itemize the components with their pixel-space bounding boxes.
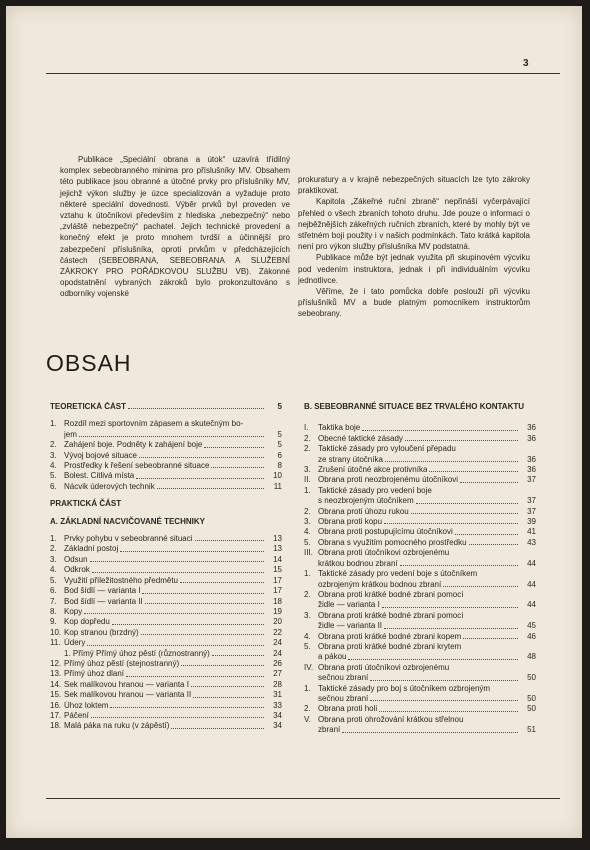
toc-entry-label: ozbrojeným krátkou bodnou zbraní [318,579,442,589]
toc-entry-label: Obrana proti krátké bodné zbrani krytem [318,641,462,651]
toc-entry-page: 51 [527,725,536,735]
toc-entry[interactable] [304,642,536,652]
toc-entry[interactable] [50,534,282,544]
toc-leader [405,439,518,441]
toc-entry-number: III. [304,548,313,558]
toc-entry[interactable] [50,711,282,721]
toc-entry-page: 24 [273,648,282,658]
toc-entry[interactable] [304,715,536,725]
intro-right-column [298,174,530,320]
toc-entry-label: Obrana proti útočníkovi ozbrojenému [318,548,450,558]
toc-entry[interactable] [304,527,536,537]
toc-entry-label: Přímý úhoz pěstí (stejnostranný) [64,658,180,668]
toc-entry-label: Kop dopředu [64,617,110,627]
toc-entry[interactable] [304,663,536,673]
toc-entry-number: 7. [50,596,57,606]
toc-entry-page: 27 [273,669,282,679]
bottom-rule [46,798,560,799]
toc-entry-number: 9. [50,617,57,627]
toc-entry-page: 44 [527,579,536,589]
toc-entry-number: 3. [304,465,311,475]
toc-entry-label: Obrana proti úhozu rukou [318,506,409,516]
toc-entry-label: ze strany útočníka [318,454,383,464]
toc-entry-label: Taktické zásady pro vedení boje [318,485,432,495]
toc-section-situations[interactable]: B. SEBEOBRANNÉ SITUACE BEZ TRVALÉHO KONTAKTU [304,402,525,411]
toc-leader [181,664,264,666]
toc-entry[interactable] [50,430,282,440]
toc-leader [112,623,264,625]
toc-leader [451,555,518,556]
toc-entry-label: Přímý úhoz dlaní [64,669,125,679]
toc-entry-label: Úhoz loktem [64,700,109,710]
toc-entry-page: 46 [527,631,536,641]
toc-entry-number: 2. [304,433,311,443]
toc-leader [379,710,518,712]
toc-entry[interactable] [50,461,282,471]
toc-entry[interactable] [50,565,282,575]
toc-entry-page: 10 [273,471,282,481]
toc-entry-label: Údery [64,638,86,648]
intro-paragraph: Kapitola „Zákeřné ruční zbraně“ nepřináší vyčerpávající přehled o všech zbraních tohoto druhu. Jde pouze o informaci o nejběžnějších zákeřných ručních zbraních, které by mohly být ve střetném boji použity i v našich podmínkách. Tato krátká kapitola není pro výkon služby příslušníka MV podstatná. [298,197,530,252]
toc-leader [411,512,518,514]
toc-section-practice[interactable]: PRAKTICKÁ ČÁST [50,499,122,509]
toc-entry[interactable] [50,701,282,711]
toc-leader [400,564,518,566]
toc-entry-label: Sek malíkovou hranou — varianta I [64,679,189,689]
toc-leader [212,654,264,656]
toc-entry-number: 5. [304,641,311,651]
toc-entry-number: 10. [50,627,62,637]
toc-entry-label: Taktické zásady pro vyloučení přepadu [318,444,456,454]
toc-entry-label: Obrana proti ohrožování krátkou střelnou [318,714,464,724]
toc-entry-number: 2. [304,444,311,454]
toc-leader [90,560,264,562]
toc-entry-number: 1. [304,569,311,579]
toc-entry-page: 26 [273,658,282,668]
toc-entry-number: 1. [50,534,57,544]
toc-leader [362,429,518,431]
toc-entry[interactable] [304,590,536,600]
toc-entry[interactable] [304,455,536,465]
toc-entry-label: Obrana proti postupujícímu útočníkovi [318,527,453,537]
toc-entry-page: 34 [273,721,282,731]
toc-entry[interactable] [304,704,536,714]
toc-entry-page: 37 [527,496,536,506]
toc-leader [87,644,264,646]
toc-entry-label: Kopy [64,606,83,616]
toc-entry[interactable] [50,690,282,700]
toc-entry-page: 33 [273,700,282,710]
toc-entry-label: Malá páka na ruku (v zápěstí) [64,721,170,731]
toc-entry-number: 3. [304,517,311,527]
toc-entry[interactable] [50,586,282,596]
toc-entry[interactable] [50,721,282,731]
toc-entry[interactable] [50,482,282,492]
toc-entry-page: 37 [527,506,536,516]
toc-entry[interactable] [304,548,536,558]
toc-entry-number: 11. [50,638,61,648]
toc-section-label: TEORETICKÁ ČÁST [50,402,126,411]
toc-entry[interactable] [304,673,536,683]
toc-leader [342,731,518,733]
toc-entry-label: krátkou bodnou zbraní [318,558,398,568]
toc-entry[interactable] [50,617,282,627]
intro-left-column [60,154,290,300]
toc-entry-number: 17. [50,710,62,720]
toc-entry-number: 4. [304,631,311,641]
toc-entry[interactable] [304,517,536,527]
toc-entry-label: Kop stranou (brzdný) [64,627,139,637]
toc-leader [171,727,264,729]
toc-leader [465,617,518,618]
toc-entry-page: 36 [527,465,536,475]
toc-entry-number: 5. [50,575,57,585]
toc-entry-page: 36 [527,454,536,464]
toc-leader [385,460,518,462]
toc-leader [370,679,518,681]
toc-entry-page: 20 [273,617,282,627]
toc-entry[interactable] [304,600,536,610]
toc-entry[interactable] [304,632,536,642]
toc-leader [479,576,518,577]
toc-leader [465,596,518,597]
intro-paragraph: Publikace může být jednak využita při skupinovém výcviku pod vedením instruktora, jednak i při individuálním výcviku jednotlivce. [298,253,530,285]
intro-paragraph: Věříme, že i tato pomůcka dobře poslouží při výcviku příslušníků MV a bude platným pomocníkem instruktorům sebeobrany. [298,287,530,319]
toc-entry-number: 12. [50,658,62,668]
toc-leader [193,696,264,698]
toc-leader [463,648,518,649]
toc-entry[interactable] [50,555,282,565]
toc-entry-label: Odkrok [64,565,90,575]
toc-entry-label: a pákou [318,652,347,662]
toc-leader [463,637,518,639]
toc-entry-number: 2. [50,440,57,450]
toc-leader [416,502,518,504]
toc-leader [84,612,264,614]
toc-entry-number: 18. [50,721,62,731]
toc-leader [157,487,264,489]
toc-page: 5 [277,402,282,411]
toc-leader [180,581,264,583]
toc-entry[interactable] [50,638,282,648]
toc-entry-label: zbraní [318,725,341,735]
toc-leader [110,706,264,708]
toc-entry-label: sečnou zbraní [318,673,369,683]
toc-leader [136,477,264,479]
toc-entry-label: Obrana proti kopu [318,517,383,527]
toc-leader [195,539,264,541]
toc-leader [492,690,518,691]
toc-leader [460,481,518,483]
toc-entry[interactable] [304,444,536,454]
toc-leader [79,435,264,437]
toc-entry[interactable] [50,607,282,617]
toc-entry-number: 4. [50,461,57,471]
toc-leader [142,592,264,594]
toc-entry-page: 24 [273,638,282,648]
toc-leader [451,669,518,670]
toc-entry-label: jem [64,429,77,439]
toc-entry-number: 13. [50,669,62,679]
toc-entry-number: II. [304,475,311,485]
toc-entry[interactable] [304,496,536,506]
toc-entry-number: 3. [50,554,57,564]
toc-entry-label: Prostředky k řešení sebeobranné situace [64,461,210,471]
toc-entry-label: Prvky pohybu v sebeobranné situaci [64,534,193,544]
toc-entry-page: 11 [273,481,282,491]
toc-entry-page: 17 [273,575,282,585]
toc-entry-number: 2. [50,544,57,554]
toc-entry-label: Obrana proti krátké bodné zbrani kopem [318,631,462,641]
toc-entry-label: Obecné taktické zásady [318,433,403,443]
intro-paragraph: prokuratury a v krajně nebezpečných situacích lze tyto zákroky praktikovat. [298,175,530,196]
toc-entry-page: 17 [273,586,282,596]
toc-entry-page: 44 [527,600,536,610]
toc-entry[interactable] [304,559,536,569]
toc-entry-number: 14. [50,679,62,689]
toc-entry-number: 4. [304,527,311,537]
toc-entry-page: 37 [527,475,536,485]
toc-entry-label: Taktické zásady pro boj s útočníkem ozbrojeným [318,683,491,693]
toc-entry-number: 15. [50,690,62,700]
toc-entry-number: 1. [304,683,311,693]
toc-entry-page: 36 [527,433,536,443]
toc-entry-label: Obrana proti krátké bodné zbrani pomocí [318,589,464,599]
toc-leader [191,685,264,687]
toc-entry[interactable] [304,621,536,631]
toc-entry-number: 6. [50,586,57,596]
toc-entry-page: 44 [527,558,536,568]
toc-entry[interactable] [50,576,282,586]
toc-left-column [50,402,282,732]
toc-entry-page: 13 [273,534,282,544]
toc-leader [245,426,264,427]
toc-leader [139,456,264,458]
toc-leader [384,627,518,629]
toc-entry-number: IV. [304,662,314,672]
toc-entry-label: Bod šídlí — varianta II [64,596,143,606]
toc-leader [370,699,518,701]
toc-leader [469,543,518,545]
toc-entry[interactable] [304,475,536,485]
toc-leader [465,721,518,722]
toc-entry-page: 6 [277,450,282,460]
toc-entry-label: Nácvik úderových technik [64,481,155,491]
toc-entry[interactable] [304,694,536,704]
toc-entry-number: 16. [50,700,62,710]
toc-entry-number: 3. [304,610,311,620]
toc-entry-page: 15 [273,565,282,575]
toc-entry[interactable] [304,652,536,662]
toc-leader [120,550,264,552]
toc-entry-page: 5 [277,429,282,439]
toc-entry-page: 28 [273,679,282,689]
toc-entry-label: židle — varianta I [318,600,380,610]
toc-entry-label: Taktické zásady pro vedení boje s útočníkem [318,569,478,579]
toc-leader [455,533,518,535]
top-rule [46,73,560,74]
toc-leader [458,451,518,452]
toc-entry-page: 50 [527,673,536,683]
toc-entry-label: židle — varianta II [318,621,383,631]
toc-leader [434,492,518,493]
toc-entry-number: 2. [304,506,311,516]
toc-entry[interactable] [50,419,282,429]
toc-entry[interactable] [50,659,282,669]
toc-entry-label: Obrana proti útočníkovi ozbrojenému [318,662,450,672]
toc-entry-page: 39 [527,517,536,527]
toc-entry[interactable] [304,580,536,590]
toc-section-theory[interactable] [50,402,282,412]
toc-entry-label: Rozdíl mezi sportovním zápasem a skutečným bo- [64,419,244,429]
page-number: 3 [523,58,529,69]
toc-entry-page: 8 [277,461,282,471]
toc-entry[interactable] [50,628,282,638]
toc-entry-number: 8. [50,606,57,616]
toc-leader [91,716,264,718]
toc-entry-page: 50 [527,693,536,703]
toc-leader [92,571,264,573]
toc-entry-label: Obrana proti neozbrojenému útočníkovi [318,475,459,485]
book-page [6,6,582,838]
toc-entry-number: 4. [50,565,57,575]
toc-entry-label: Zrušení útočné akce protivníka [318,465,428,475]
toc-entry-page: 13 [273,544,282,554]
toc-entry[interactable] [50,471,282,481]
toc-entry-number: 1. [304,485,311,495]
toc-entry[interactable] [50,440,282,450]
toc-entry[interactable] [304,725,536,735]
toc-entry-page: 50 [527,704,536,714]
toc-leader [384,522,518,524]
toc-entry-page: 19 [273,606,282,616]
toc-entry-number: 6. [50,481,57,491]
toc-entry-page: 5 [277,440,282,450]
toc-entry-page: 36 [527,423,536,433]
toc-entry-label: Páčení [64,710,89,720]
toc-entry-label: Vývoj bojové situace [64,450,137,460]
toc-entry-label: Sek malíkovou hranou — varianta II [64,690,192,700]
toc-entry[interactable] [304,486,536,496]
toc-entry-label: Obrana s využitím pomocného prostředku [318,537,467,547]
toc-entry-label: Odsun [64,554,88,564]
toc-entry[interactable] [304,434,536,444]
toc-entry-label: Bod šídlí — varianta I [64,586,141,596]
toc-entry-number: 5. [304,537,311,547]
toc-entry-page: 31 [273,690,282,700]
toc-leader [429,470,518,472]
toc-entry-number: I. [304,423,309,433]
toc-entry-page: 43 [527,537,536,547]
toc-leader [204,446,264,448]
toc-entry-label: Obrana proti holi [318,704,378,714]
toc-entry[interactable] [304,684,536,694]
toc-entry-page: 48 [527,652,536,662]
toc-leader [141,633,264,635]
toc-entry-number: 2. [304,704,311,714]
toc-entry-page: 14 [273,554,282,564]
intro-paragraph: Publikace „Speciální obrana a útok“ uzavírá třídilný komplex sebeobranného minima pro příslušníky MV. Obsahem této publikace jsou obranné a útočné prvky pro příslušníky MV, jejichž výkon služby je úzce specializován a vyžaduje proto některé speciální dovednosti. Výběr prvků byl proveden ve vztahu k útočníkovi především z hlediska „nebezpečný“ nebo „zvláště nebezpečný“ pachatel. Jejich technické provedení a konečný efekt je proto mnohem tvrdší a účinnější pro zabezpečení příslušníka, oproti prvkům v předcházejících částech (SEBEOBRANA, SEBEOBRANA A SLUŽEBNÍ ZÁKROKY PRO POŘÁDKOVOU SLUŽBU VB). Zákonné opodstatnění vybraných zákroků bylo prokonzultováno s odborníky vojenské [60,155,290,299]
toc-entry[interactable] [304,538,536,548]
toc-entry-label: Bolest. Citlivá místa [64,471,135,481]
toc-entry[interactable] [50,597,282,607]
toc-subsection-basic-techniques[interactable]: A. ZÁKLADNÍ NACVIČOVANÉ TECHNIKY [50,516,205,526]
toc-entry-page: 45 [527,621,536,631]
toc-entry[interactable] [304,569,536,579]
toc-entry-label: Taktika boje [318,423,361,433]
toc-entry-label: 1. Přímý Přímý úhoz pěstí (různostranný) [64,648,210,658]
toc-entry[interactable] [304,507,536,517]
toc-leader [126,675,264,677]
toc-leader [382,606,518,608]
toc-entry[interactable] [304,611,536,621]
toc-entry-page: 41 [527,527,536,537]
toc-entry-page: 34 [273,710,282,720]
toc-entry[interactable] [50,544,282,554]
toc-leader [443,585,518,587]
toc-entry-number: 5. [50,471,57,481]
toc-entry-label: Základní postoj [64,544,119,554]
toc-right-column [304,402,536,736]
toc-leader [145,602,264,604]
contents-title: OBSAH [46,350,132,376]
toc-entry-number: 3. [50,450,57,460]
toc-entry[interactable] [50,649,282,659]
toc-entry-number: V. [304,714,311,724]
toc-entry-label: Zahájení boje. Podněty k zahájení boje [64,440,203,450]
toc-entry[interactable] [304,465,536,475]
toc-entry-label: sečnou zbraní [318,693,369,703]
toc-entry-label: s neozbrojeným útočníkem [318,496,414,506]
toc-entry[interactable] [50,451,282,461]
toc-entry-page: 22 [273,627,282,637]
toc-entry-label: Využití příležitostného předmětu [64,575,178,585]
toc-leader [348,658,518,660]
toc-entry-number: 2. [304,589,311,599]
toc-entry-label: Obrana proti krátké bodné zbrani pomocí [318,610,464,620]
toc-entry[interactable] [50,680,282,690]
toc-entry-number: 1. [50,419,57,429]
toc-entry-page: 18 [273,596,282,606]
toc-entry[interactable] [304,423,536,433]
toc-entry[interactable] [50,669,282,679]
toc-leader [211,466,264,468]
toc-leader [128,407,264,409]
